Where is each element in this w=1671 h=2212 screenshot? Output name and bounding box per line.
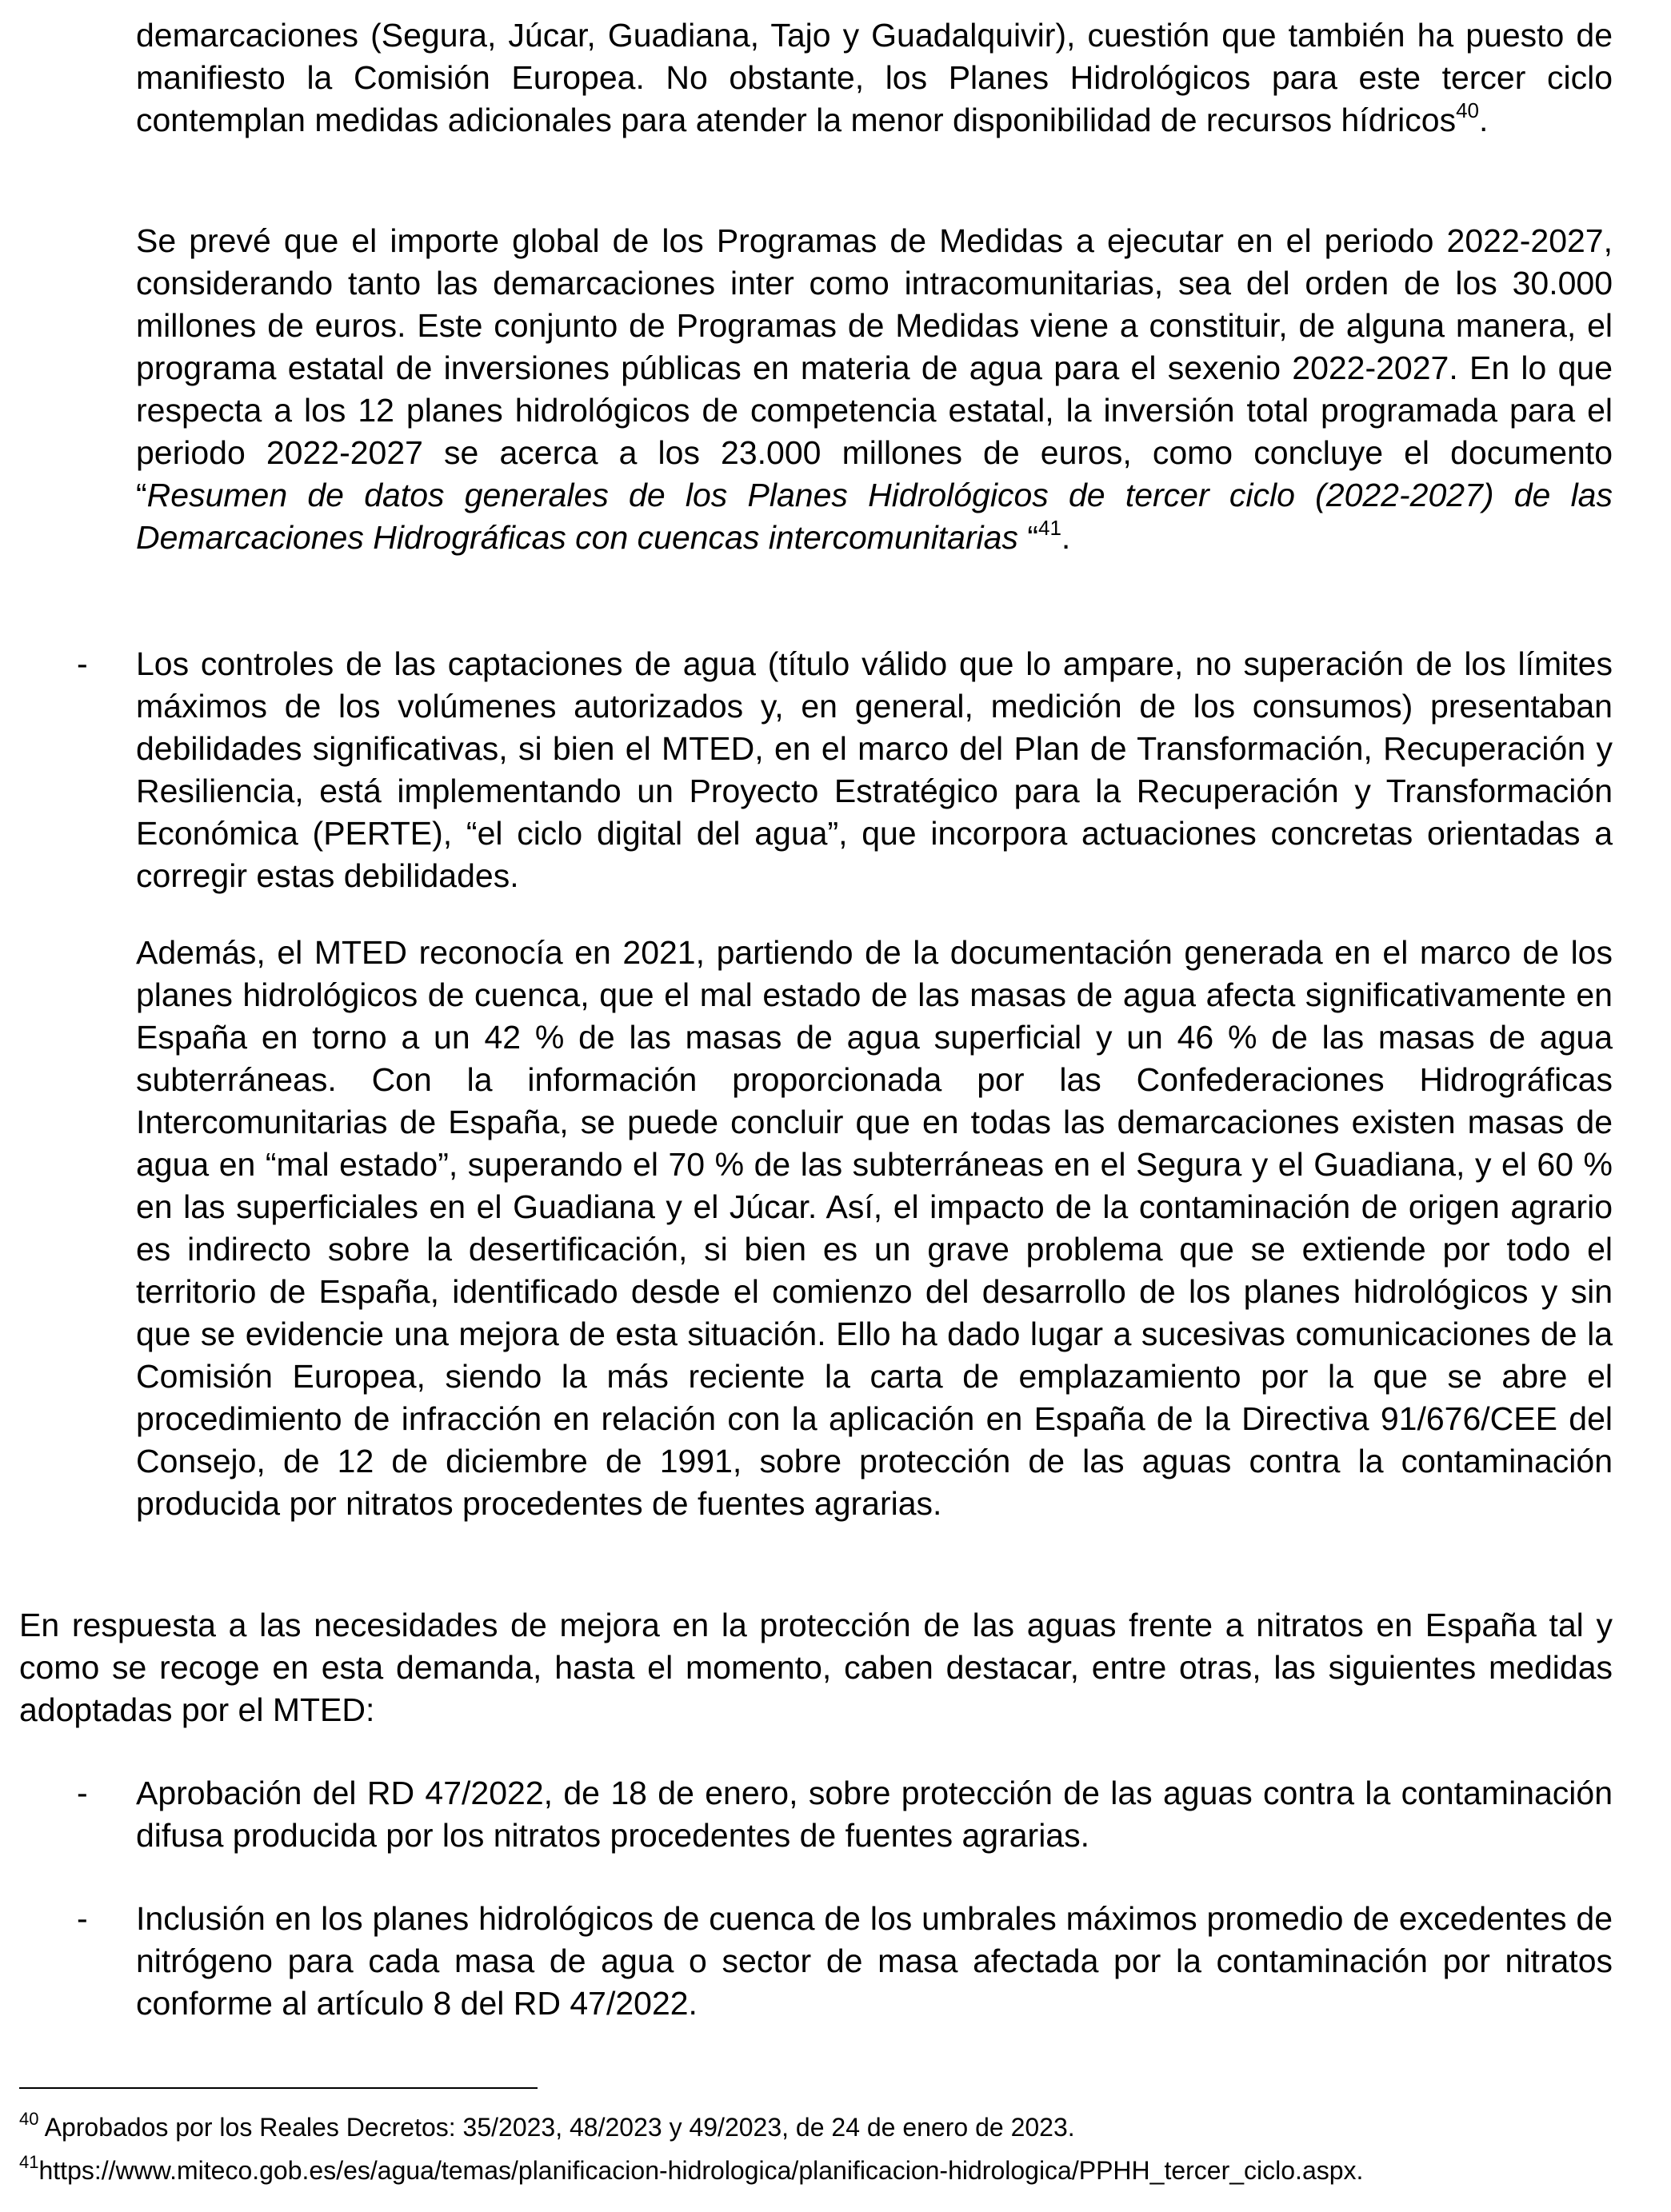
paragraph-mal-estado: Además, el MTED reconocía en 2021, partiendo de la documentación generada en el marco de los planes hidrológicos de cuenca, que el mal estado de las masas de agua afecta significativamente en España en torno a un 42 % de las masas de agua superficial y un 46 % de las masas de agua subterráneas. Con la información proporcionada por las Confederaciones Hidrográficas Intercomunitarias de España, se puede concluir que en todas las demarcaciones existen masas de agua en “mal estado”, superando el 70 % de las subterráneas en el Segura y el Guadiana, y el 60 % en las superficiales en el Guadiana y el Júcar. Así, el impacto de la contaminación de origen agrario es indirecto sobre la desertificación, si bien es un grave problema que se extiende por todo el territorio de España, identificado desde el comienzo del desarrollo de los planes hidrológicos y sin que se evidencie una mejora de esta situación. Ello ha dado lugar a sucesivas comunicaciones de la Comisión Europea, siendo la más reciente la carta de emplazamiento por la que se abre el procedimiento de infracción en relación con la aplicación en España de la Directiva 91/676/CEE del Consejo, de 12 de diciembre de 1991, sobre protección de las aguas contra la contaminación producida por nitratos procedentes de fuentes agrarias. bbox=[136, 934, 1613, 1522]
bullet-dash: - bbox=[77, 1775, 88, 1811]
paragraph-programas-medidas bbox=[136, 220, 1613, 559]
paragraph-end: . bbox=[1479, 102, 1489, 138]
footnote-link[interactable]: https://www.miteco.gob.es/es/agua/temas/planificacion-hidrologica/planificacion-hidrologica/PPHH_tercer_ciclo.aspx. bbox=[38, 2156, 1364, 2185]
bullet-dash: - bbox=[77, 645, 88, 682]
bullet-dash: - bbox=[77, 1900, 88, 1937]
bullet-aprobacion-rd: Aprobación del RD 47/2022, de 18 de enero, sobre protección de las aguas contra la contaminación difusa producida por los nitratos procedentes de fuentes agrarias. bbox=[136, 1775, 1613, 1854]
footnote-number: 40 bbox=[19, 2109, 39, 2130]
paragraph-end: . bbox=[1061, 519, 1071, 556]
bullet-inclusion-umbrales: Inclusión en los planes hidrológicos de cuenca de los umbrales máximos promedio de excedentes de nitrógeno para cada masa de agua o sector de masa afectada por la contaminación por nitratos conforme al artículo 8 del RD 47/2022. bbox=[136, 1900, 1613, 2022]
footnote-number: 41 bbox=[19, 2152, 39, 2173]
quote-close: “ bbox=[1017, 519, 1038, 556]
paragraph-text: demarcaciones (Segura, Júcar, Guadiana, Tajo y Guadalquivir), cuestión que también ha puesto de manifiesto la Comisión Europea. No obstante, los Planes Hidrológicos para este tercer ciclo contemplan medidas adicionales para atender la menor disponibilidad de recursos hídricos bbox=[136, 17, 1613, 138]
footnote-text: Aprobados por los Reales Decretos: 35/2023, 48/2023 y 49/2023, de 24 de enero de 2023. bbox=[38, 2113, 1075, 2142]
footnote-separator bbox=[19, 2087, 538, 2089]
paragraph-respuesta: En respuesta a las necesidades de mejora en la protección de las aguas frente a nitratos en España tal y como se recoge en esta demanda, hasta el momento, caben destacar, entre otras, las siguientes medidas adoptadas por el MTED: bbox=[19, 1607, 1613, 1728]
footnote-ref-41[interactable]: 41 bbox=[1037, 516, 1061, 541]
bullet-controles-captaciones: Los controles de las captaciones de agua (título válido que lo ampare, no superación de los límites máximos de los volúmenes autorizados y, en general, medición de los consumos) presentaban debilidades significativas, si bien el MTED, en el marco del Plan de Transformación, Recuperación y Resiliencia, está implementando un Proyecto Estratégico para la Recuperación y Transformación Económica (PERTE), “el ciclo digital del agua”, que incorpora actuaciones concretas orientadas a corregir estas debilidades. bbox=[136, 645, 1613, 894]
footnote-41 bbox=[19, 2154, 1651, 2186]
paragraph-demarcaciones bbox=[136, 14, 1613, 142]
footnote-ref-40[interactable]: 40 bbox=[1456, 98, 1479, 123]
paragraph-text: Se prevé que el importe global de los Programas de Medidas a ejecutar en el periodo 2022-2027, considerando tanto las demarcaciones inter como intracomunitarias, sea del orden de los 30.000 millones de euros. Este conjunto de Programas de Medidas viene a constituir, de alguna manera, el programa estatal de inversiones públicas en materia de agua para el sexenio 2022-2027. En lo que respecta a los 12 planes hidrológicos de competencia estatal, la inversión total programada para el periodo 2022-2027 se acerca a los 23.000 millones de euros, como concluye el documento “ bbox=[136, 222, 1613, 513]
document-title-italic: Resumen de datos generales de los Planes Hidrológicos de tercer ciclo (2022-2027) de las Demarcaciones Hidrográficas con cuencas intercomunitarias bbox=[136, 477, 1613, 556]
footnote-40 bbox=[19, 2111, 1651, 2143]
